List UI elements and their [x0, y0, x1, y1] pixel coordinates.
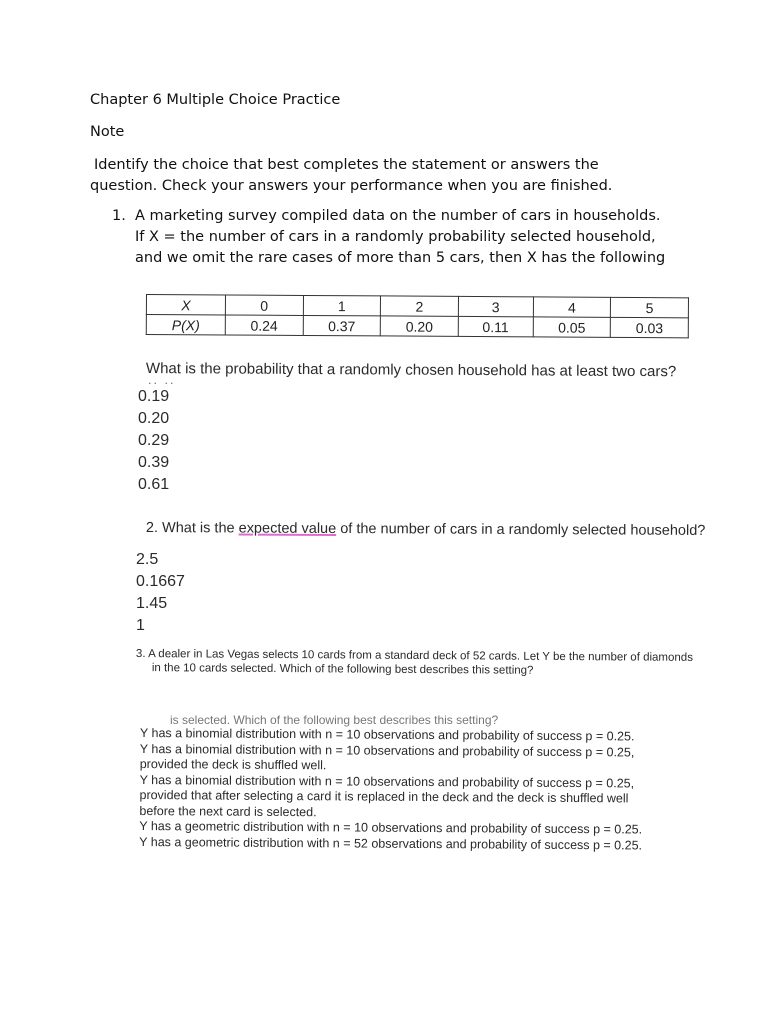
- question-1: [112, 206, 672, 269]
- choice-line[interactable]: Y has a binomial distribution with n = 10 observations and probability of success p = 0.25,: [139, 772, 635, 790]
- choice-line[interactable]: Y has a geometric distribution with n = 52 observations and probability of success p = 0.25.: [139, 834, 643, 853]
- table-cell: 0.11: [458, 316, 533, 336]
- question-2-choices: [136, 549, 185, 637]
- prompt-suffix: of the number of cars in a randomly selected household?: [336, 520, 706, 539]
- choice-item[interactable]: 0.29: [138, 432, 170, 449]
- table-cell: 0.03: [611, 317, 689, 337]
- choice-item[interactable]: 0.1667: [136, 573, 185, 590]
- row-label-x: X: [146, 295, 225, 315]
- choice-item[interactable]: 2.5: [136, 551, 159, 568]
- choice-line[interactable]: Y has a geometric distribution with n = 10 observations and probability of success p = 0.25.: [139, 818, 643, 837]
- question-2-prompt: [146, 520, 705, 539]
- question-1-prompt: What is the probability that a randomly chosen household has at least two cars?: [145, 360, 677, 381]
- question-1-choices: [138, 386, 169, 496]
- table-cell: 0.37: [303, 315, 381, 335]
- choice-line[interactable]: Y has a binomial distribution with n = 10 observations and probability of success p = 0.25,: [139, 741, 635, 759]
- choice-item[interactable]: 0.19: [138, 388, 170, 405]
- page-title: Chapter 6 Multiple Choice Practice: [90, 92, 341, 108]
- prompt-prefix: 2. What is the: [145, 520, 239, 537]
- choice-item[interactable]: 0.61: [138, 476, 170, 493]
- row-label-px: P(X): [146, 315, 225, 335]
- choice-item[interactable]: 0.39: [138, 454, 170, 471]
- choice-line: before the next card is selected.: [139, 803, 317, 819]
- note-heading: Note: [90, 124, 125, 140]
- probability-distribution-table: [146, 294, 689, 338]
- instructions-text: Identify the choice that best completes the statement or answers the question. Check your answers your performance when you are finished.: [90, 157, 613, 194]
- scan-artifact: ·· ··: [148, 377, 176, 390]
- question-3-prompt: [136, 647, 726, 679]
- choice-line[interactable]: Y has a binomial distribution with n = 10 observations and probability of success p = 0.25.: [139, 726, 635, 744]
- table-cell: 0: [225, 295, 303, 315]
- table-cell: 0.05: [533, 317, 611, 337]
- question-1-text: A marketing survey compiled data on the number of cars in households. If X = the number of cars in a randomly probability selected household, and we omit the rare cases of more than 5 cars, then X has the following: [135, 208, 666, 266]
- question-number: 1.: [112, 208, 126, 224]
- table-cell: 3: [458, 296, 533, 316]
- prompt-line: 3. A dealer in Las Vegas selects 10 cards from a standard deck of 52 cards. Let Y be the number of diamonds: [135, 648, 694, 664]
- table-cell: 2: [381, 296, 459, 316]
- prompt-underlined: expected value: [238, 520, 337, 537]
- table-cell: 5: [611, 297, 689, 317]
- table-cell: 4: [533, 297, 611, 317]
- choice-item[interactable]: 0.20: [138, 410, 170, 427]
- faded-scan-line: is selected. Which of the following best describes this setting?: [170, 713, 499, 727]
- prompt-line: in the 10 cards selected. Which of the following best describes this setting?: [151, 662, 534, 677]
- table-cell: 1: [303, 295, 381, 315]
- table-cell: 0.24: [225, 315, 303, 335]
- choice-item[interactable]: 1: [136, 617, 145, 634]
- question-3-choices: [139, 726, 700, 854]
- table-row: [146, 315, 688, 338]
- choice-line: provided that after selecting a card it is replaced in the deck and the deck is shuffled well: [139, 787, 629, 806]
- choice-line: provided the deck is shuffled well.: [139, 756, 327, 773]
- table-cell: 0.20: [380, 316, 458, 336]
- choice-item[interactable]: 1.45: [136, 595, 168, 612]
